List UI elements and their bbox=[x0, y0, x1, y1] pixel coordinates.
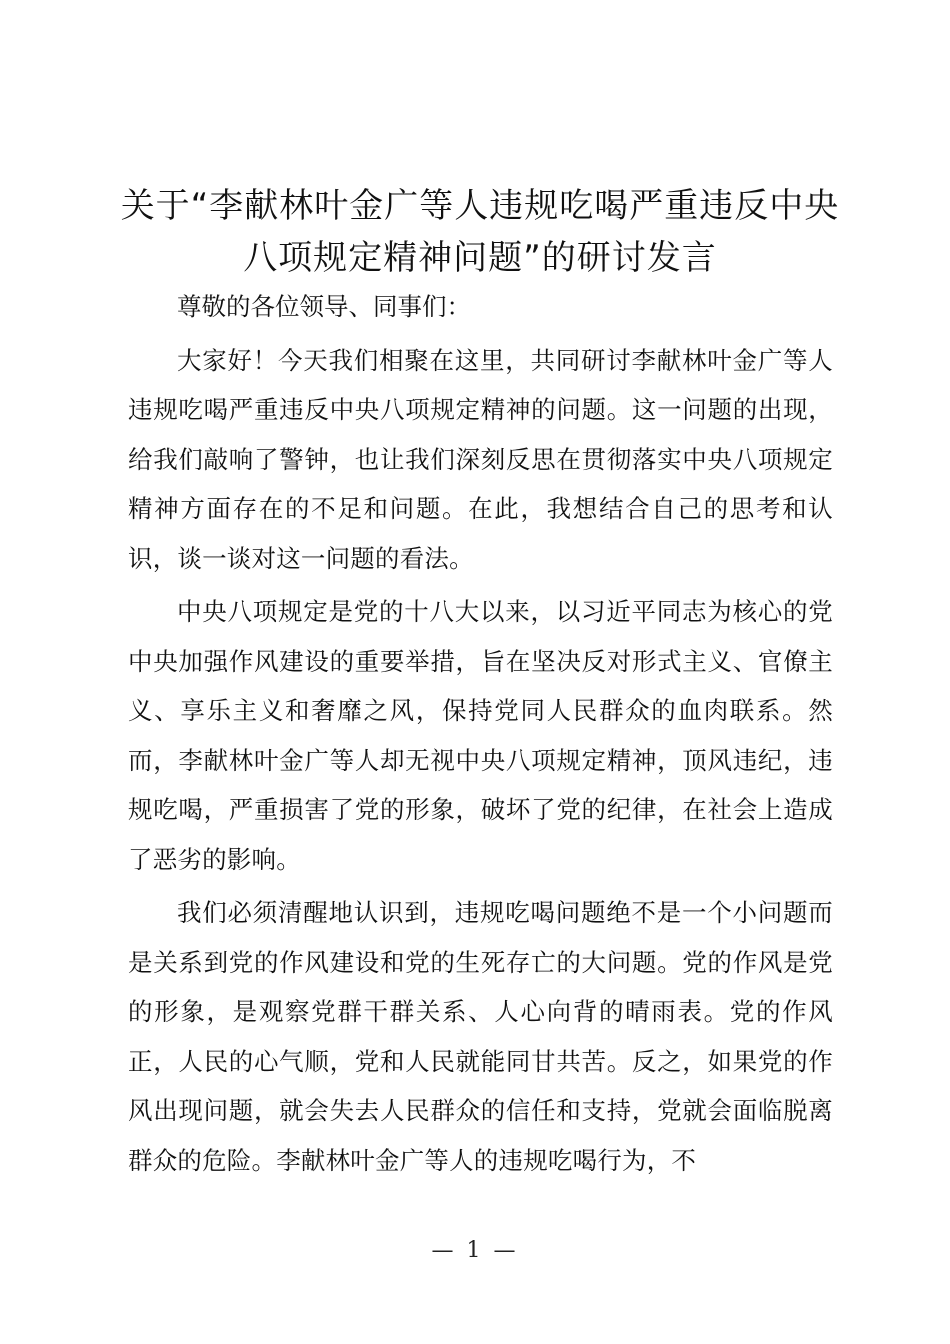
page-number: — 1 — bbox=[431, 1238, 519, 1263]
document-body bbox=[128, 282, 833, 1185]
paragraph-2: 中央八项规定是党的十八大以来，以习近平同志为核心的党中央加强作风建设的重要举措，旨在坚决反对形式主义、官僚主义、享乐主义和奢靡之风，保持党同人民群众的血肉联系。然而，李献林叶金广等人却无视中央八项规定精神，顶风违纪，违规吃喝，严重损害了党的形象，破坏了党的纪律，在社会上造成了恶劣的影响。 bbox=[128, 597, 833, 874]
salutation: 尊敬的各位领导、同事们： bbox=[177, 292, 471, 321]
paragraph-3: 我们必须清醒地认识到，违规吃喝问题绝不是一个小问题而是关系到党的作风建设和党的生死存亡的大问题。党的作风是党的形象，是观察党群干群关系、人心向背的晴雨表。党的作风正，人民的心气顺，党和人民就能同甘共苦。反之，如果党的作风出现问题，就会失去人民群众的信任和支持，党就会面临脱离群众的危险。李献林叶金广等人的违规吃喝行为，不 bbox=[128, 898, 833, 1175]
document-title: 关于“李献林叶金广等人违规吃喝严重违反中央八项规定精神问题”的研讨发言 bbox=[120, 186, 840, 278]
paragraph-1: 大家好！今天我们相聚在这里，共同研讨李献林叶金广等人违规吃喝严重违反中央八项规定精神的问题。这一问题的出现，给我们敲响了警钟，也让我们深刻反思在贯彻落实中央八项规定精神方面存在的不足和问题。在此，我想结合自己的思考和认识，谈一谈对这一问题的看法。 bbox=[128, 345, 833, 573]
